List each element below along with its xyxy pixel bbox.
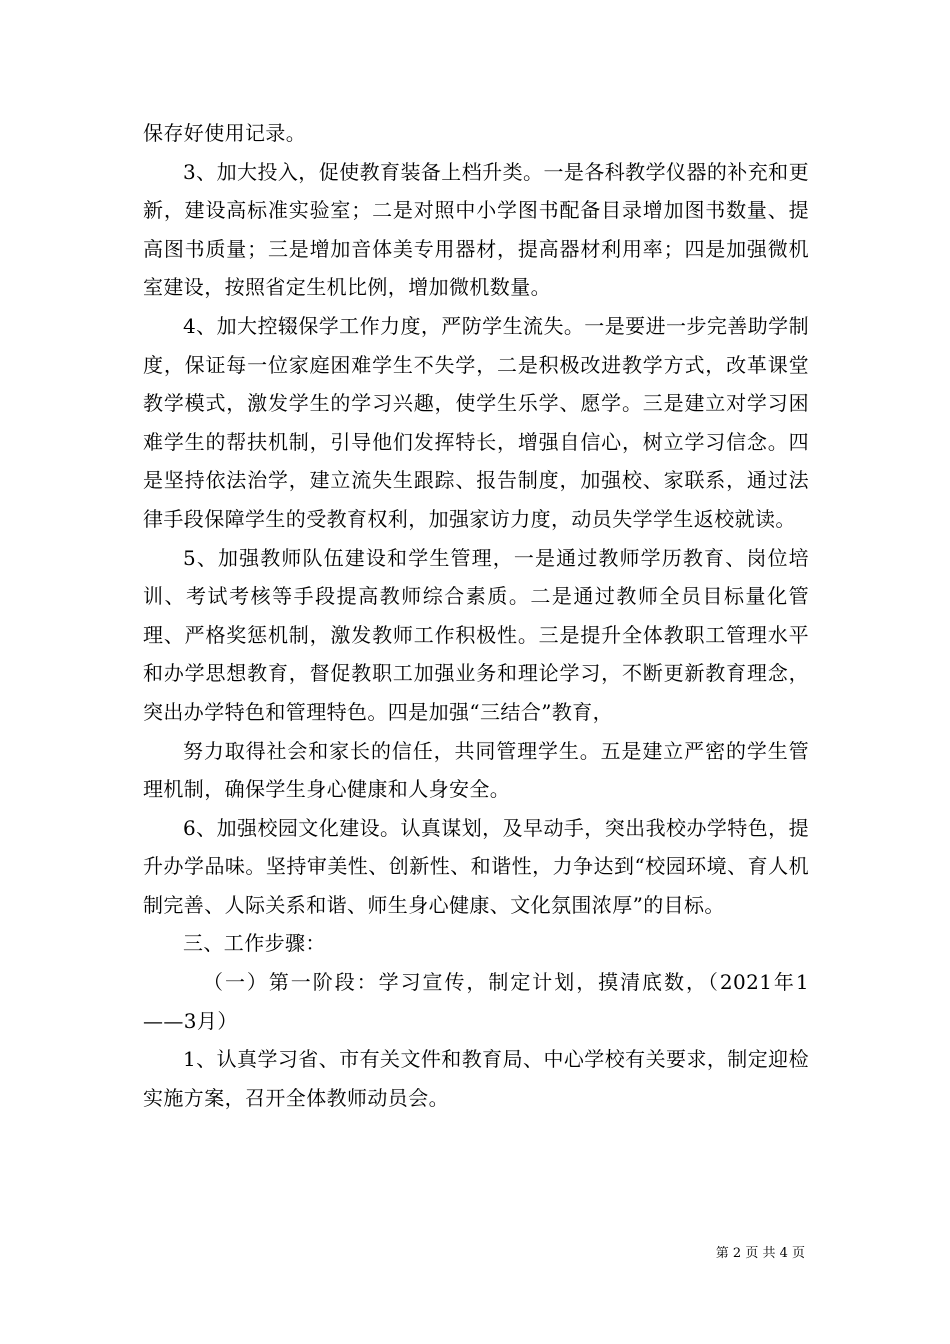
page-number-footer: 第 2 页 共 4 页: [715, 1246, 805, 1261]
paragraph-item-6: 6、加强校园文化建设。认真谋划，及早动手，突出我校办学特色，提升办学品味。坚持审美性、创新性、和谐性，力争达到“校园环境、育人机制完善、人际关系和谐、师生身心健康、文化氛围浓厚”的目标。: [143, 815, 809, 917]
stage-one-heading: （一）第一阶段：学习宣传，制定计划，摸清底数，（2021年1——3月）: [143, 970, 809, 1033]
paragraph-item-3: 3、加大投入，促使教育装备上档升类。一是各科教学仪器的补充和更新，建设高标准实验室；二是对照中小学图书配备目录增加图书数量、提高图书质量；三是增加音体美专用器材，提高器材利用率；四是加强微机室建设，按照省定生机比例，增加微机数量。: [143, 159, 809, 300]
paragraph-continuation: 保存好使用记录。: [143, 121, 307, 145]
paragraph-item-4: 4、加大控辍保学工作力度，严防学生流失。一是要进一步完善助学制度，保证每一位家庭困难学生不失学，二是积极改进教学方式，改革课堂教学模式，激发学生的学习兴趣，使学生乐学、愿学。三是建立对学习困难学生的帮扶机制，引导他们发挥特长，增强自信心，树立学习信念。四是坚持依法治学，建立流失生跟踪、报告制度，加强校、家联系，通过法律手段保障学生的受教育权利，加强家访力度，动员失学学生返校就读。: [143, 313, 809, 531]
paragraph-step-1: 1、认真学习省、市有关文件和教育局、中心学校有关要求，制定迎检实施方案，召开全体教师动员会。: [143, 1047, 809, 1110]
paragraph-item-5: 5、加强教师队伍建设和学生管理，一是通过教师学历教育、岗位培训、考试考核等手段提高教师综合素质。二是通过教师全员目标量化管理、严格奖惩机制，激发教师工作积极性。三是提升全体教职工管理水平和办学思想教育，督促教职工加强业务和理论学习，不断更新教育理念，突出办学特色和管理特色。四是加强“三结合”教育，: [143, 545, 809, 724]
paragraph-item-5-continued: 努力取得社会和家长的信任，共同管理学生。五是建立严密的学生管理机制，确保学生身心健康和人身安全。: [143, 738, 809, 802]
section-heading-work-steps: 三、工作步骤：: [183, 931, 326, 956]
document-body: [143, 114, 809, 1117]
